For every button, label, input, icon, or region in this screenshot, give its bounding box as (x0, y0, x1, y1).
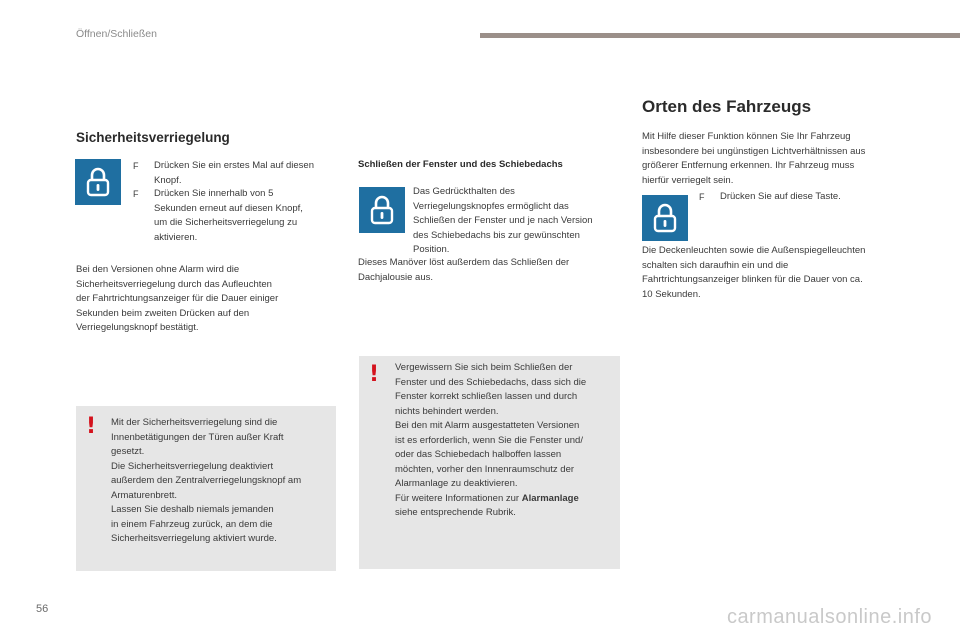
exclamation-icon: ! (86, 414, 97, 439)
right-intro: Mit Hilfe dieser Funktion können Sie Ihr Fahrzeug insbesondere bei ungünstigen Lichtverhältnissen aus größerer Entfernung erkennen. Ihr Fahrzeug muss hierfür verriegelt sein. (642, 131, 866, 186)
bullet-item-right (699, 190, 919, 206)
exclamation-icon: ! (369, 362, 380, 387)
lock-icon (369, 194, 395, 226)
lock-button-icon-box (75, 159, 121, 205)
subheading-fenster: Schließen der Fenster und des Schiebedachs (358, 159, 563, 170)
bullet-mark: F (699, 192, 705, 202)
bullet-mark: F (133, 189, 139, 199)
bullet-text: Drücken Sie auf diese Taste. (720, 191, 841, 202)
watermark: carmanualsonline.info (726, 606, 932, 628)
left-paragraph: Bei den Versionen ohne Alarm wird die Sicherheitsverriegelung durch das Aufleuchten der Fahrtrichtungsanzeiger für die Dauer einiger Sekunden beim zweiten Drücken auf den Verriegelungsknopf bestätigt. (76, 264, 279, 333)
warning-box-middle (359, 356, 620, 569)
middle-icon-text: Das Gedrückthalten des Verriegelungsknopfes ermöglicht das Schließen der Fenster und je nach Version des Schiebedachs bis zur gewünschten Position. (413, 186, 593, 255)
bullet-text: Drücken Sie innerhalb von 5 Sekunden erneut auf diesen Knopf, um die Sicherheitsverriegelung zu aktivieren. (154, 188, 303, 243)
bullet-item-1 (133, 159, 343, 189)
page-number: 56 (36, 603, 49, 615)
lock-icon (652, 202, 678, 234)
middle-paragraph: Dieses Manöver löst außerdem das Schließen der Dachjalousie aus. (358, 257, 570, 283)
heading-orten: Orten des Fahrzeugs (642, 97, 812, 116)
lock-icon (85, 166, 111, 198)
bullet-mark: F (133, 161, 139, 171)
section-title: Öffnen/Schließen (76, 28, 157, 40)
lock-button-icon-box-middle (359, 187, 405, 233)
heading-sicherheitsverriegelung: Sicherheitsverriegelung (76, 130, 230, 145)
right-paragraph: Die Deckenleuchten sowie die Außenspiegelleuchten schalten sich daraufhin ein und die Fahrtrichtungsanzeiger blinken für die Dauer von ca. 10 Sekunden. (642, 245, 866, 300)
warning-text-middle: Vergewissern Sie sich beim Schließen der Fenster und des Schiebedachs, dass sich die Fenster korrekt schließen lassen und durch nichts behindert werden. Bei den mit Alarm ausgestatteten Versionen ist es erforderlich, wenn Sie die Fenster und/ oder das Schiebedach halboffen lassen möchten, vorher den Innenraumschutz der Alarmanlage zu deaktivieren. Für weitere Informationen zur Alarmanlage siehe entsprechende Rubrik. (395, 362, 587, 518)
bullet-text: Drücken Sie ein erstes Mal auf diesen Knopf. (154, 160, 314, 186)
header-bar (480, 33, 960, 38)
warning-box-left (76, 406, 336, 571)
bullet-item-2 (133, 187, 343, 247)
warning-text-left: Mit der Sicherheitsverriegelung sind die Innenbetätigungen der Türen außer Kraft gesetzt. Die Sicherheitsverriegelung deaktiviert außerdem den Zentralverriegelungsknopf am Armaturenbrett. Lassen Sie deshalb niemals jemanden in einem Fahrzeug zurück, an dem die Sicherheitsverriegelung aktiviert wurde. (111, 417, 302, 544)
alarmanlage-link-text: Alarmanlage (521, 492, 579, 504)
lock-button-icon-box-right (642, 195, 688, 241)
